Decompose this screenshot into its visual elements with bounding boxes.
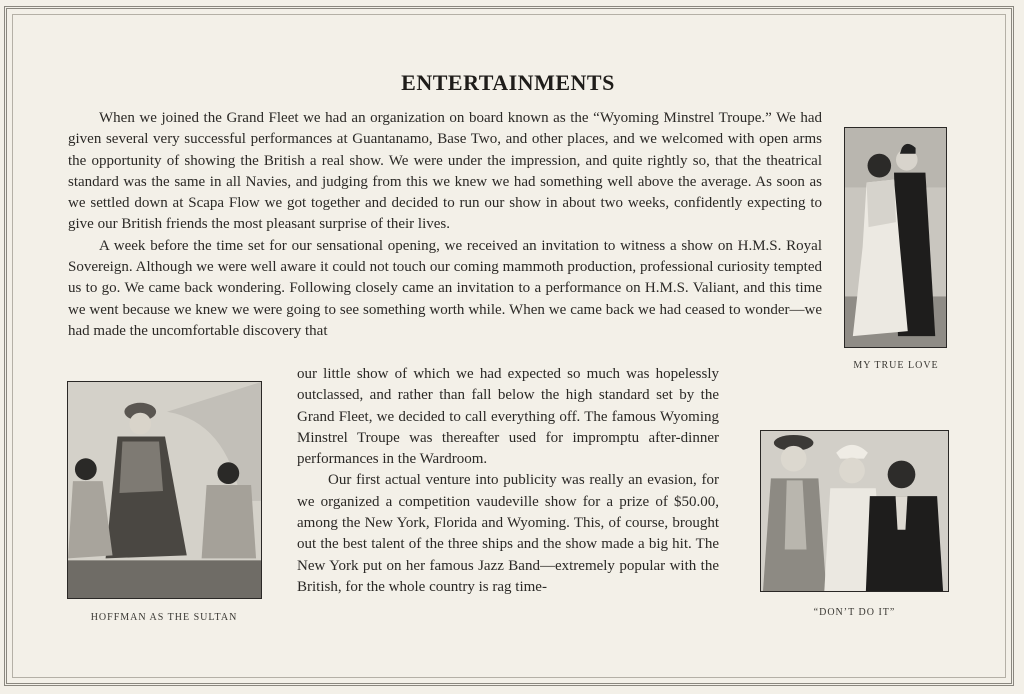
photo-hoffman-as-the-sultan <box>67 381 262 599</box>
photo-my-true-love <box>844 127 947 348</box>
caption-my-true-love: MY TRUE LOVE <box>853 360 939 371</box>
paragraph: our little show of which we had expected so much was hopelessly outclassed, and rather than fall below the high standard set by the Grand Fleet, we decided to call everything off. The famous Wyoming Minstrel Troupe was thereafter used for impromptu after-dinner performances in the Wardroom. <box>297 366 719 468</box>
paragraph: Our first actual venture into publicity was really an evasion, for we organized a competition vaudeville show for a prize of $50.00, among the New York, Florida and Wyoming. This, of course, brought out the best talent of the three ships and the show made a big hit. The New York put on her famous Jazz Band—extremely popular with the British, for the whole country is rag time- <box>297 472 719 595</box>
caption-dont-do-it: “DON’T DO IT” <box>813 607 896 618</box>
article-body-middle <box>297 364 719 598</box>
page-title: ENTERTAINMENTS <box>401 70 615 95</box>
paragraph: When we joined the Grand Fleet we had an organization on board known as the “Wyoming Minstrel Troupe.” We had given several very successful performances at Guantanamo, Base Two, and other places, and we welcomed with open arms the opportunity of showing the British a real show. We were under the impression, and quite rightly so, that the theatrical standard was the same in all Navies, and judging from this we knew we had something well above the average. As soon as we settled down at Scapa Flow we got together and decided to run our show in about two weeks, confidently expecting to give our British friends the most pleasant surprise of their lives. <box>68 110 822 233</box>
caption-hoffman-as-the-sultan: HOFFMAN AS THE SULTAN <box>90 612 238 623</box>
article-body-top <box>68 108 822 342</box>
paragraph: A week before the time set for our sensational opening, we received an invitation to witness a show on H.M.S. Royal Sovereign. Although we were well aware it could not touch our coming mammoth production, professional curiosity tempted us to go. We came back wondering. Following closely came an invitation to a performance on H.M.S. Valiant, and this time we went because we knew we were going to see something worth while. When we came back we had ceased to wonder—we had made the uncomfortable discovery that <box>68 237 822 339</box>
photo-dont-do-it <box>760 430 949 592</box>
